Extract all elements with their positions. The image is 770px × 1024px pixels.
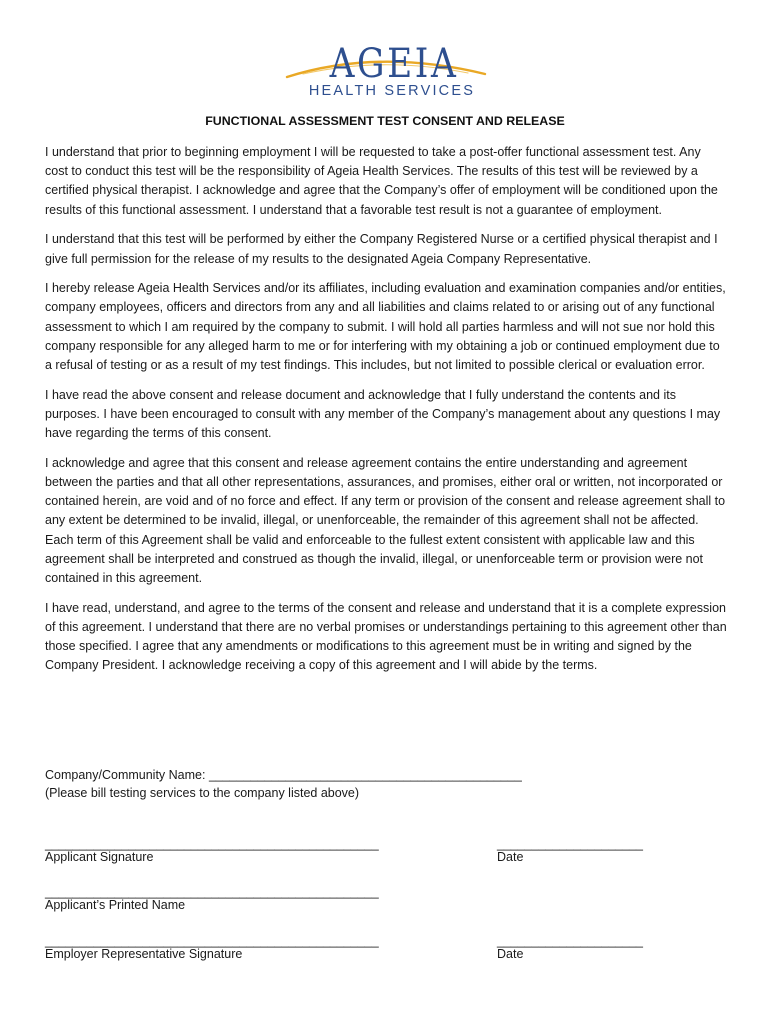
date-line-2[interactable]: _____________________ xyxy=(497,934,643,948)
date-line-1[interactable]: _____________________ xyxy=(497,837,643,851)
paragraph: I acknowledge and agree that this consent and release agreement contains the entire understanding and agreement between the parties and that all other representations, assurances, and promises, either oral or written, not incorporated or contained herein, are void and of no force and effect. If any term or provision of the consent and release agreement shall to any extent be determined to be invalid, illegal, or unenforceable, the remainder of this agreement shall not be affected. Each term of this Agreement shall be valid and enforceable to the fullest extent consistent with applicable law and this agreement shall be interpreted and construed as though the invalid, illegal, or unenforceable term or provision were not contained in this agreement. xyxy=(45,455,726,586)
employer-signature-line[interactable]: ________________________________________________ xyxy=(45,934,379,948)
company-billing-note: (Please bill testing services to the company listed above) xyxy=(45,786,360,800)
paragraph: I have read, understand, and agree to the terms of the consent and release and understand that it is a complete expression of this agreement. I understand that there are no verbal promises or understandings pertaining to this agreement other than those specified. I agree that any amendments or modifications to this agreement must be in writing and signed by the Company President. I acknowledge receiving a copy of this agreement and I will abide by the terms. xyxy=(45,600,727,673)
ageia-logo xyxy=(283,40,488,102)
paragraph: I understand that this test will be performed by either the Company Registered Nurse or a certified physical therapist and I give full permission for the release of my results to the designated Ageia Company Representative. xyxy=(45,232,718,266)
date-label-2: Date xyxy=(497,947,524,961)
paragraph: I understand that prior to beginning employment I will be requested to take a post-offer functional assessment test. Any cost to conduct this test will be the responsibility of Ageia Health Services. The results of this test will be reviewed by a certified physical therapist. I acknowledge and agree that the Company’s offer of employment will be conditioned upon the results of this functional assessment. I understand that a favorable test result is not a guarantee of employment. xyxy=(45,145,718,217)
applicant-printed-name-label: Applicant’s Printed Name xyxy=(45,898,186,912)
document-body xyxy=(45,143,727,686)
applicant-signature-label: Applicant Signature xyxy=(45,850,154,864)
date-label-1: Date xyxy=(497,850,524,864)
applicant-printed-name-line[interactable]: ________________________________________________ xyxy=(45,885,379,899)
company-name-label: Company/Community Name: _____________________________________________ xyxy=(45,768,522,782)
paragraph: I hereby release Ageia Health Services and/or its affiliates, including evaluation and examination companies and/or entities, company employees, officers and directors from any and all liabilities and claims related to or arising out of any functional assessment to which I am required by the company to submit. I will hold all parties harmless and will not sue nor hold this company responsible for any alleged harm to me or for interfering with my obtaining a job or continued employment due to a refusal of testing or as a result of my test findings. This includes, but not limited to possible clerical or evaluation error. xyxy=(45,281,726,373)
applicant-signature-line[interactable]: ________________________________________________ xyxy=(45,837,379,851)
logo-subtitle: HEALTH SERVICES xyxy=(308,83,476,99)
company-name-field[interactable] xyxy=(45,766,522,802)
document-title: FUNCTIONAL ASSESSMENT TEST CONSENT AND RELEASE xyxy=(205,114,565,128)
logo-wordmark: AGEIA xyxy=(329,41,459,87)
paragraph: I have read the above consent and release document and acknowledge that I fully understand the contents and its purposes. I have been encouraged to consult with any member of the Company’s management about any questions I may have regarding the terms of this consent. xyxy=(45,387,721,441)
employer-signature-label: Employer Representative Signature xyxy=(45,947,243,961)
